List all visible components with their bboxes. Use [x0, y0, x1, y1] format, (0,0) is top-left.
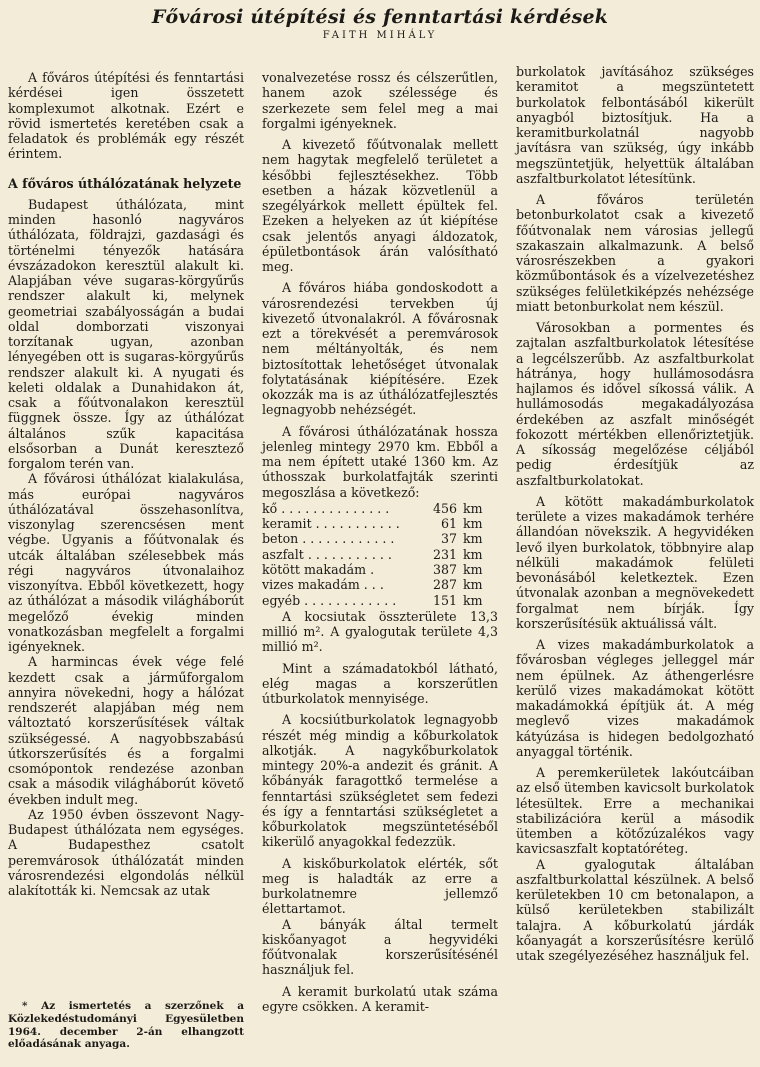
table-row: aszfalt . . . . . . . . . . . 231 km	[262, 546, 483, 562]
table-row: egyéb . . . . . . . . . . . . 151 km	[262, 592, 483, 608]
paragraph: A kivezető főútvonalak mellett nem hagytak megfelelő területet a későbbi fejlesztésekhez. Több esetben a házak közvetlenül a szegélyárkok mellett épültek fel. Ezeken a helyeken az út kiépítése csak jelentős anyagi áldozatok, épületbontások árán valósítható meg.	[262, 137, 498, 274]
column-1	[8, 70, 244, 898]
paragraph: A kiskőburkolatok elérték, sőt meg is haladták az erre a burkolatnemre jellemző élettartamot.	[262, 855, 498, 917]
table-row: kötött makadám . 387 km	[262, 561, 483, 577]
article-title: Fővárosi útépítési és fenntartási kérdések	[151, 6, 609, 28]
section-heading: A főváros úthálózatának helyzete	[8, 175, 242, 191]
paragraph: A bányák által termelt kiskőanyagot a hegyvidéki főútvonalak korszerűsítésénél használjuk fel.	[262, 916, 498, 978]
pavement-length-table	[262, 501, 498, 608]
paragraph: A fővárosi úthálózat kialakulása, más európai nagyváros úthálózatával összehasonlítva, viszonylag szerencsésen ment végbe. Ugyanis a főútvonalak és utcák általában szélesebbek más régi nagyváros útvonalaihoz viszonyítva. Ebből következett, hogy az úthálózat a második világháborút megelőző évekig minden vonatkozásban megfelelt a forgalmi igényeknek.	[8, 471, 244, 654]
paragraph: Mint a számadatokból látható, elég magas a korszerűtlen útburkolatok mennyisége.	[262, 660, 498, 707]
footnote-text: * Az ismertetés a szerzőnek a Közlekedéstudományi Egyesületben 1964. december 2-án elhangzott előadásának anyaga.	[8, 1000, 244, 1051]
paragraph: A harmincas évek vége felé kezdett csak a járműforgalom annyira növekedni, hogy a hálózat rendszerét alapjában még nem változtató korszerűsítések váltak szükségessé. A nagyobbszabású útkorszerűsítés és a forgalmi csomópontok rendezése azonban csak a második világháborút követő években indult meg.	[8, 654, 244, 807]
paragraph: A keramit burkolatú utak száma egyre csökken. A keramit-	[262, 983, 498, 1014]
paragraph: A gyalogutak általában aszfaltburkolattal készülnek. A belső kerületekben 10 cm betonalapon, a külső kerületekben stabilizált talajra. A kőburkolatú járdák kőanyagát a korszerűsítésre kerülő utak szegélyezéséhez használjuk fel.	[516, 856, 754, 963]
paragraph: Az 1950 évben összevont Nagy-Budapest úthálózata nem egységes. A Budapesthez csatolt peremvárosok úthálózatát minden városrendezési elgondolás nélkül alakították ki. Nemcsak az utak	[8, 806, 244, 898]
paragraph: vonalvezetése rossz és célszerűtlen, hanem azok szélessége és szerkezete sem felel meg a mai forgalmi igényeknek.	[262, 70, 498, 131]
paragraph: A kocsiutak összterülete 13,3 millió m². A gyalogutak területe 4,3 millió m².	[262, 608, 498, 655]
paragraph: A vizes makadámburkolatok a fővárosban végleges jelleggel már nem épülnek. Az áthengerlésre kerülő vizes makadámokat kötött makadámokká építjük át. A még meglevő vizes makadámok kátyúzása is hidegen bedolgozható anyaggal történik.	[516, 637, 754, 759]
paragraph: Városokban a pormentes és zajtalan aszfaltburkolatok létesítése a legcélszerűbb. Az aszfaltburkolat hátránya, hogy hullámosodásra hajlamos és idővel síkossá válik. A hullámosodás megakadályozása érdekében az aszfalt minőségét fokozott mértékben ellenőriztetjük. A síkosság megelőzése céljából pedig érdesítjük az aszfaltburkolatokat.	[516, 320, 754, 488]
column-3	[516, 64, 754, 963]
table-row: beton . . . . . . . . . . . . 37 km	[262, 531, 483, 547]
paragraph: Budapest úthálózata, mint minden hasonló nagyváros úthálózata, földrajzi, gazdasági és történelmi tényezők hatására évszázadokon keresztül alakult ki. Alapjában véve sugaras-körgyűrűs rendszer alakult ki, melynek geometriai szabályosságán a budai oldal domborzati viszonyai torzítanak ugyan, azonban lényegében ott is sugaras-körgyűrűs rendszer alakult ki. A nyugati és keleti oldalak a Dunahidakon át, csak a főútvonalakon keresztül függnek össze. Így az úthálózat általános szűk kapacitása elsősorban a Dunát keresztező forgalom terén van.	[8, 196, 244, 471]
table-row: vizes makadám . . . 287 km	[262, 577, 483, 593]
paragraph: A peremkerületek lakóutcáiban az első ütemben kavicsolt burkolatok létesültek. Erre a mechanikai stabilizációra kerül a második ütemben a kötőzúzalékos vagy kavicsaszfalt koptatóréteg.	[516, 765, 754, 857]
footnote	[8, 1000, 244, 1051]
paragraph: A főváros hiába gondoskodott a városrendezési tervekben új kivezető útvonalakról. A fővárosnak ezt a törekvését a peremvárosok nem méltányolták, és nem biztosítottak lehetőséget útvonalak folytatásának kiépítésére. Ezek okozzák ma is az úthálózatfejlesztés legnagyobb nehézségét.	[262, 280, 498, 418]
column-2	[262, 70, 498, 1014]
table-row: keramit . . . . . . . . . . . 61 km	[262, 516, 483, 532]
paragraph: A főváros területén betonburkolatot csak a kivezető főútvonalak nem városias jellegű szakaszain alkalmazunk. A belső városrészekben a gyakori közműbontások és a vízelvezetéshez szükséges felületkiképzés nehézsége miatt betonburkolat nem készül.	[516, 192, 754, 314]
paragraph: A főváros útépítési és fenntartási kérdései igen összetett komplexumot alkotnak. Ezért e rövid ismertetés keretében csak a feladatok és problémák egy részét érintem.	[8, 70, 244, 162]
paragraph: burkolatok javításához szükséges keramitot a megszüntetett burkolatok felbontásából kikerült anyagból biztosítjuk. Ha a keramitburkolatnál nagyobb javításra van szükség, úgy inkább megszüntetjük, helyettük általában aszfaltburkolatot létesítünk.	[516, 64, 754, 186]
table-row: kő . . . . . . . . . . . . . . 456 km	[262, 500, 483, 516]
paragraph: A fővárosi úthálózatának hossza jelenleg mintegy 2970 km. Ebből a ma nem épített utaké 1360 km. Az úthosszak burkolatfajták szerinti megoszlása a következő:	[262, 423, 498, 500]
article-author: FAITH MIHÁLY	[322, 30, 438, 41]
paragraph: A kötött makadámburkolatok területe a vizes makadámok terhére állandóan növekszik. A hegyvidéken levő ilyen burkolatok, többnyire alap nélküli makadámok felületi bevonásából keletkeztek. Ezen útvonalak azonban a megnövekedett forgalmat nem bírják. Így korszerűsítésük aktuálissá vált.	[516, 493, 754, 631]
paragraph: A kocsiútburkolatok legnagyobb részét még mindig a kőburkolatok alkotják. A nagykőburkolatok mintegy 20%-a andezit és gránit. A kőbányák faragottkő termelése a fenntartási szükségletet sem fedezi és így a fenntartási szükségletet a kőburkolatok megszüntetéséből kikerülő anyagokkal fedezzük.	[262, 712, 498, 850]
